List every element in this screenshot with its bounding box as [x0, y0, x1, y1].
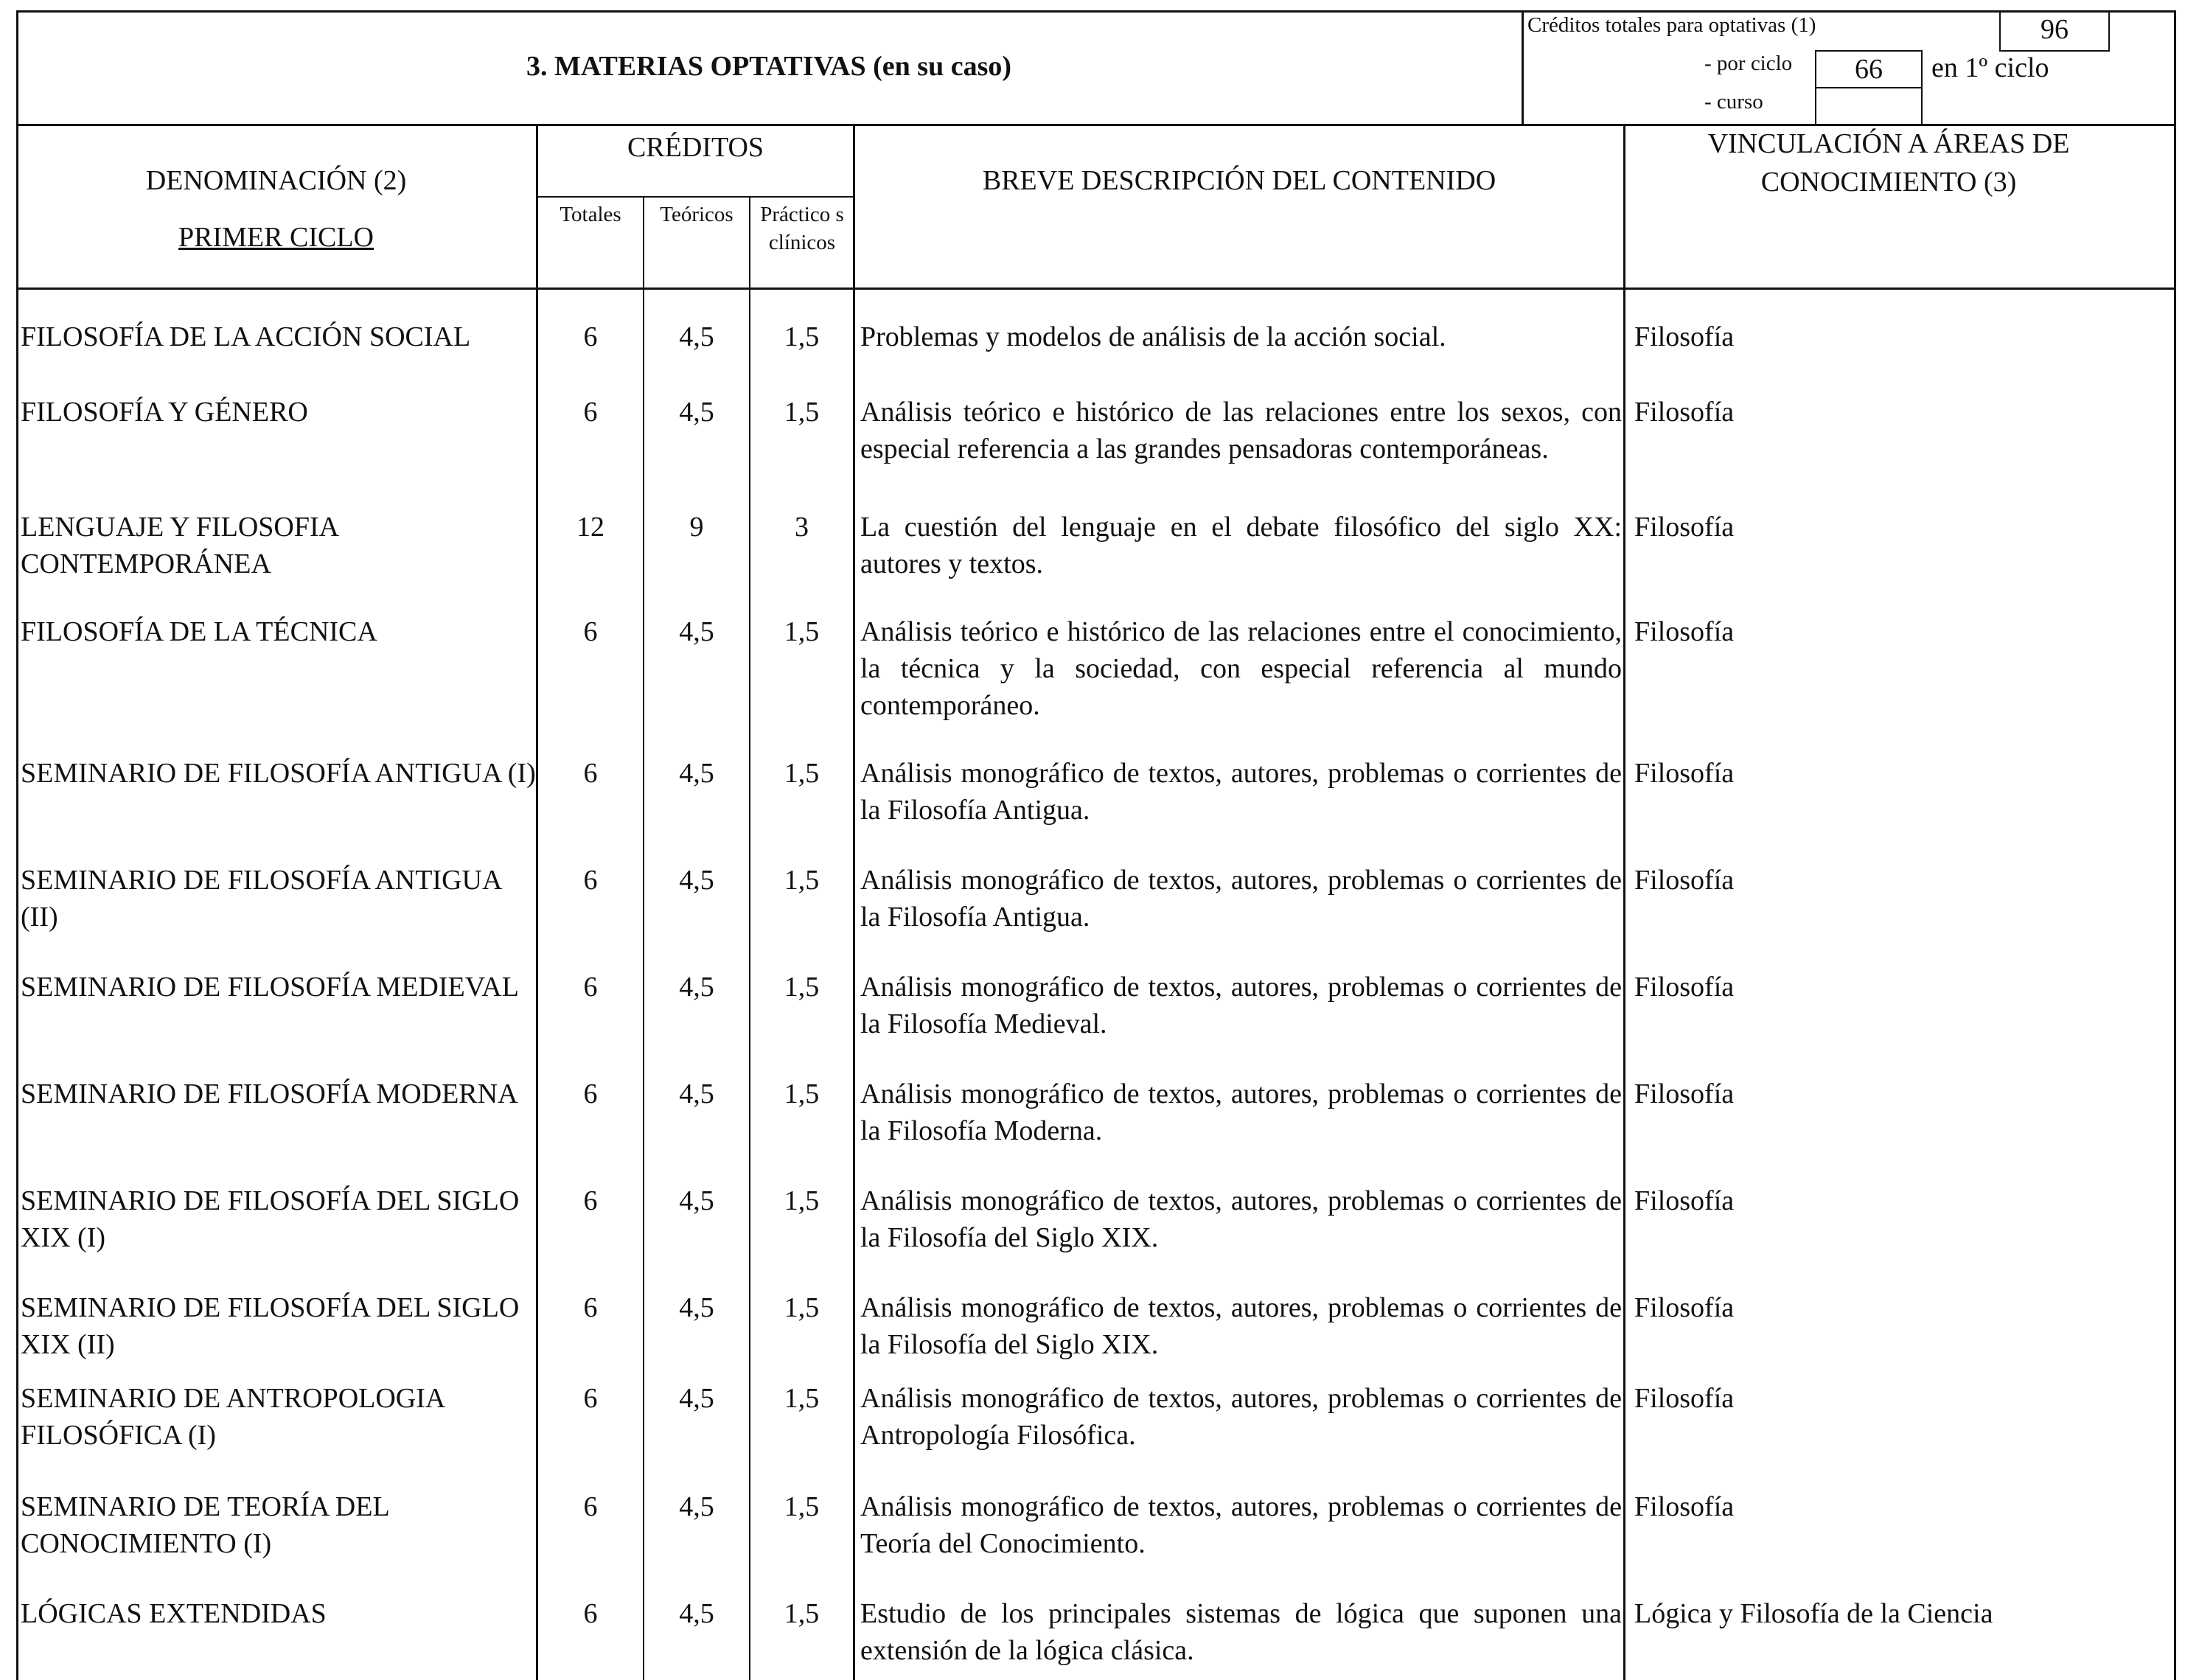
row-teoricos: 9 [689, 512, 704, 543]
row-totales: 6 [583, 321, 598, 352]
row-teoricos: 4,5 [679, 972, 714, 1003]
row-totales: 6 [583, 397, 598, 428]
col-line-4 [853, 124, 855, 1680]
row-teoricos: 4,5 [679, 1598, 714, 1629]
row-practicos: 1,5 [784, 972, 820, 1003]
row-practicos: 1,5 [784, 616, 820, 647]
row-totales: 6 [583, 758, 598, 789]
row-denominacion: SEMINARIO DE FILOSOFÍA DEL SIGLO XIX (I) [21, 1185, 520, 1253]
row-denominacion: SEMINARIO DE FILOSOFÍA DEL SIGLO XIX (II) [21, 1292, 520, 1360]
row-area: Filosofía [1634, 1185, 1735, 1216]
por-ciclo-box [1815, 50, 1923, 88]
row-practicos: 1,5 [784, 397, 820, 428]
ciclo-text: en 1º ciclo [1931, 52, 2049, 83]
row-totales: 12 [576, 512, 604, 543]
row-teoricos: 4,5 [679, 1491, 714, 1522]
row-denominacion: FILOSOFÍA Y GÉNERO [21, 397, 308, 428]
col-line-5 [1623, 124, 1625, 1680]
row-teoricos: 4,5 [679, 1185, 714, 1216]
row-totales: 6 [583, 616, 598, 647]
col-vinculacion: VINCULACIÓN A ÁREAS DE CONOCIMIENTO (3) [1707, 128, 2070, 198]
row-descripcion: Análisis monográfico de textos, autores, problemas o corrientes de la Filosofía Antigua. [860, 758, 1622, 826]
row-totales: 6 [583, 1292, 598, 1323]
row-practicos: 1,5 [784, 1292, 820, 1323]
row-denominacion: SEMINARIO DE FILOSOFÍA MEDIEVAL [21, 972, 519, 1003]
row-descripcion: Análisis monográfico de textos, autores, problemas o corrientes de Teoría del Conocimiento. [860, 1491, 1622, 1559]
row-teoricos: 4,5 [679, 1078, 714, 1109]
col-denominacion: DENOMINACIÓN (2) [145, 165, 407, 196]
row-practicos: 1,5 [784, 1491, 820, 1522]
row-descripcion: Análisis monográfico de textos, autores, problemas o corrientes de la Filosofía Medieval. [860, 972, 1622, 1039]
row-teoricos: 4,5 [679, 758, 714, 789]
col-creditos: CRÉDITOS [627, 132, 764, 163]
title-divider [1522, 10, 1524, 124]
row-area: Filosofía [1634, 1491, 1735, 1522]
creditos-totales-value: 96 [2041, 14, 2069, 45]
col-descripcion: BREVE DESCRIPCIÓN DEL CONTENIDO [982, 165, 1496, 196]
col-practicos: Práctico s clínicos [760, 203, 844, 254]
row-denominacion: FILOSOFÍA DE LA TÉCNICA [21, 616, 377, 647]
row-practicos: 1,5 [784, 1598, 820, 1629]
header-bottom-border [16, 287, 2176, 290]
row-teoricos: 4,5 [679, 1292, 714, 1323]
page-title: 3. MATERIAS OPTATIVAS (en su caso) [526, 51, 1012, 82]
row-teoricos: 4,5 [679, 865, 714, 896]
row-descripcion: Análisis monográfico de textos, autores, problemas o corrientes de la Filosofía del Siglo XIX. [860, 1185, 1622, 1253]
row-descripcion: Problemas y modelos de análisis de la acción social. [860, 321, 1446, 352]
row-denominacion: LÓGICAS EXTENDIDAS [21, 1598, 327, 1629]
row-area: Filosofía [1634, 1383, 1735, 1414]
creditos-divider [538, 196, 853, 198]
row-denominacion: SEMINARIO DE FILOSOFÍA ANTIGUA (I) [21, 758, 536, 789]
row-teoricos: 4,5 [679, 321, 714, 352]
row-area: Lógica y Filosofía de la Ciencia [1634, 1598, 1993, 1629]
row-area: Filosofía [1634, 758, 1735, 789]
row-descripcion: Análisis monográfico de textos, autores, problemas o corrientes de la Filosofía del Siglo XIX. [860, 1292, 1622, 1360]
row-totales: 6 [583, 1491, 598, 1522]
row-practicos: 1,5 [784, 321, 820, 352]
por-ciclo-label: - por ciclo [1704, 52, 1793, 75]
right-border [2174, 10, 2176, 1680]
row-descripcion: Análisis monográfico de textos, autores, problemas o corrientes de Antropología Filosófica. [860, 1383, 1622, 1451]
left-border [16, 10, 18, 1680]
row-practicos: 1,5 [784, 1185, 820, 1216]
row-totales: 6 [583, 1185, 598, 1216]
row-denominacion: SEMINARIO DE FILOSOFÍA ANTIGUA (II) [21, 865, 501, 933]
row-denominacion: LENGUAJE Y FILOSOFIA CONTEMPORÁNEA [21, 512, 338, 579]
row-denominacion: SEMINARIO DE ANTROPOLOGIA FILOSÓFICA (I) [21, 1383, 445, 1451]
row-descripcion: Análisis teórico e histórico de las relaciones entre el conocimiento, la técnica y la sociedad, con especial referencia al mundo contemporáneo. [860, 616, 1622, 721]
optativas-sheet [16, 10, 2176, 1680]
row-practicos: 1,5 [784, 758, 820, 789]
row-teoricos: 4,5 [679, 397, 714, 428]
col-totales: Totales [560, 203, 621, 226]
row-denominacion: FILOSOFÍA DE LA ACCIÓN SOCIAL [21, 321, 471, 352]
creditos-totales-box [1999, 10, 2110, 52]
row-totales: 6 [583, 865, 598, 896]
por-ciclo-value: 66 [1855, 54, 1883, 85]
col-teoricos: Teóricos [660, 203, 733, 226]
row-area: Filosofía [1634, 397, 1735, 428]
row-area: Filosofía [1634, 1292, 1735, 1323]
row-practicos: 1,5 [784, 1383, 820, 1414]
row-descripcion: Análisis monográfico de textos, autores, problemas o corrientes de la Filosofía Antigua. [860, 865, 1622, 933]
row-totales: 6 [583, 972, 598, 1003]
row-descripcion: Análisis teórico e histórico de las relaciones entre los sexos, con especial referencia a las grandes pensadoras contemporáneas. [860, 397, 1622, 464]
row-descripcion: Estudio de los principales sistemas de lógica que suponen una extensión de la lógica clásica. [860, 1598, 1622, 1666]
row-teoricos: 4,5 [679, 1383, 714, 1414]
row-teoricos: 4,5 [679, 616, 714, 647]
col-ciclo: PRIMER CICLO [178, 222, 374, 253]
curso-label: - curso [1704, 90, 1763, 114]
row-totales: 6 [583, 1078, 598, 1109]
row-denominacion: SEMINARIO DE TEORÍA DEL CONOCIMIENTO (I) [21, 1491, 389, 1559]
row-practicos: 1,5 [784, 1078, 820, 1109]
top-border [16, 10, 2176, 13]
row-denominacion: SEMINARIO DE FILOSOFÍA MODERNA [21, 1078, 518, 1109]
row-area: Filosofía [1634, 865, 1735, 896]
row-area: Filosofía [1634, 1078, 1735, 1109]
row-practicos: 3 [795, 512, 809, 543]
row-area: Filosofía [1634, 512, 1735, 543]
row-totales: 6 [583, 1383, 598, 1414]
row-area: Filosofía [1634, 616, 1735, 647]
row-area: Filosofía [1634, 972, 1735, 1003]
creditos-totales-label: Créditos totales para optativas (1) [1527, 13, 1816, 37]
row-practicos: 1,5 [784, 865, 820, 896]
row-descripcion: La cuestión del lenguaje en el debate filosófico del siglo XX: autores y textos. [860, 512, 1622, 579]
row-descripcion: Análisis monográfico de textos, autores, problemas o corrientes de la Filosofía Moderna. [860, 1078, 1622, 1146]
row-area: Filosofía [1634, 321, 1735, 352]
curso-box [1815, 87, 1923, 125]
row-totales: 6 [583, 1598, 598, 1629]
